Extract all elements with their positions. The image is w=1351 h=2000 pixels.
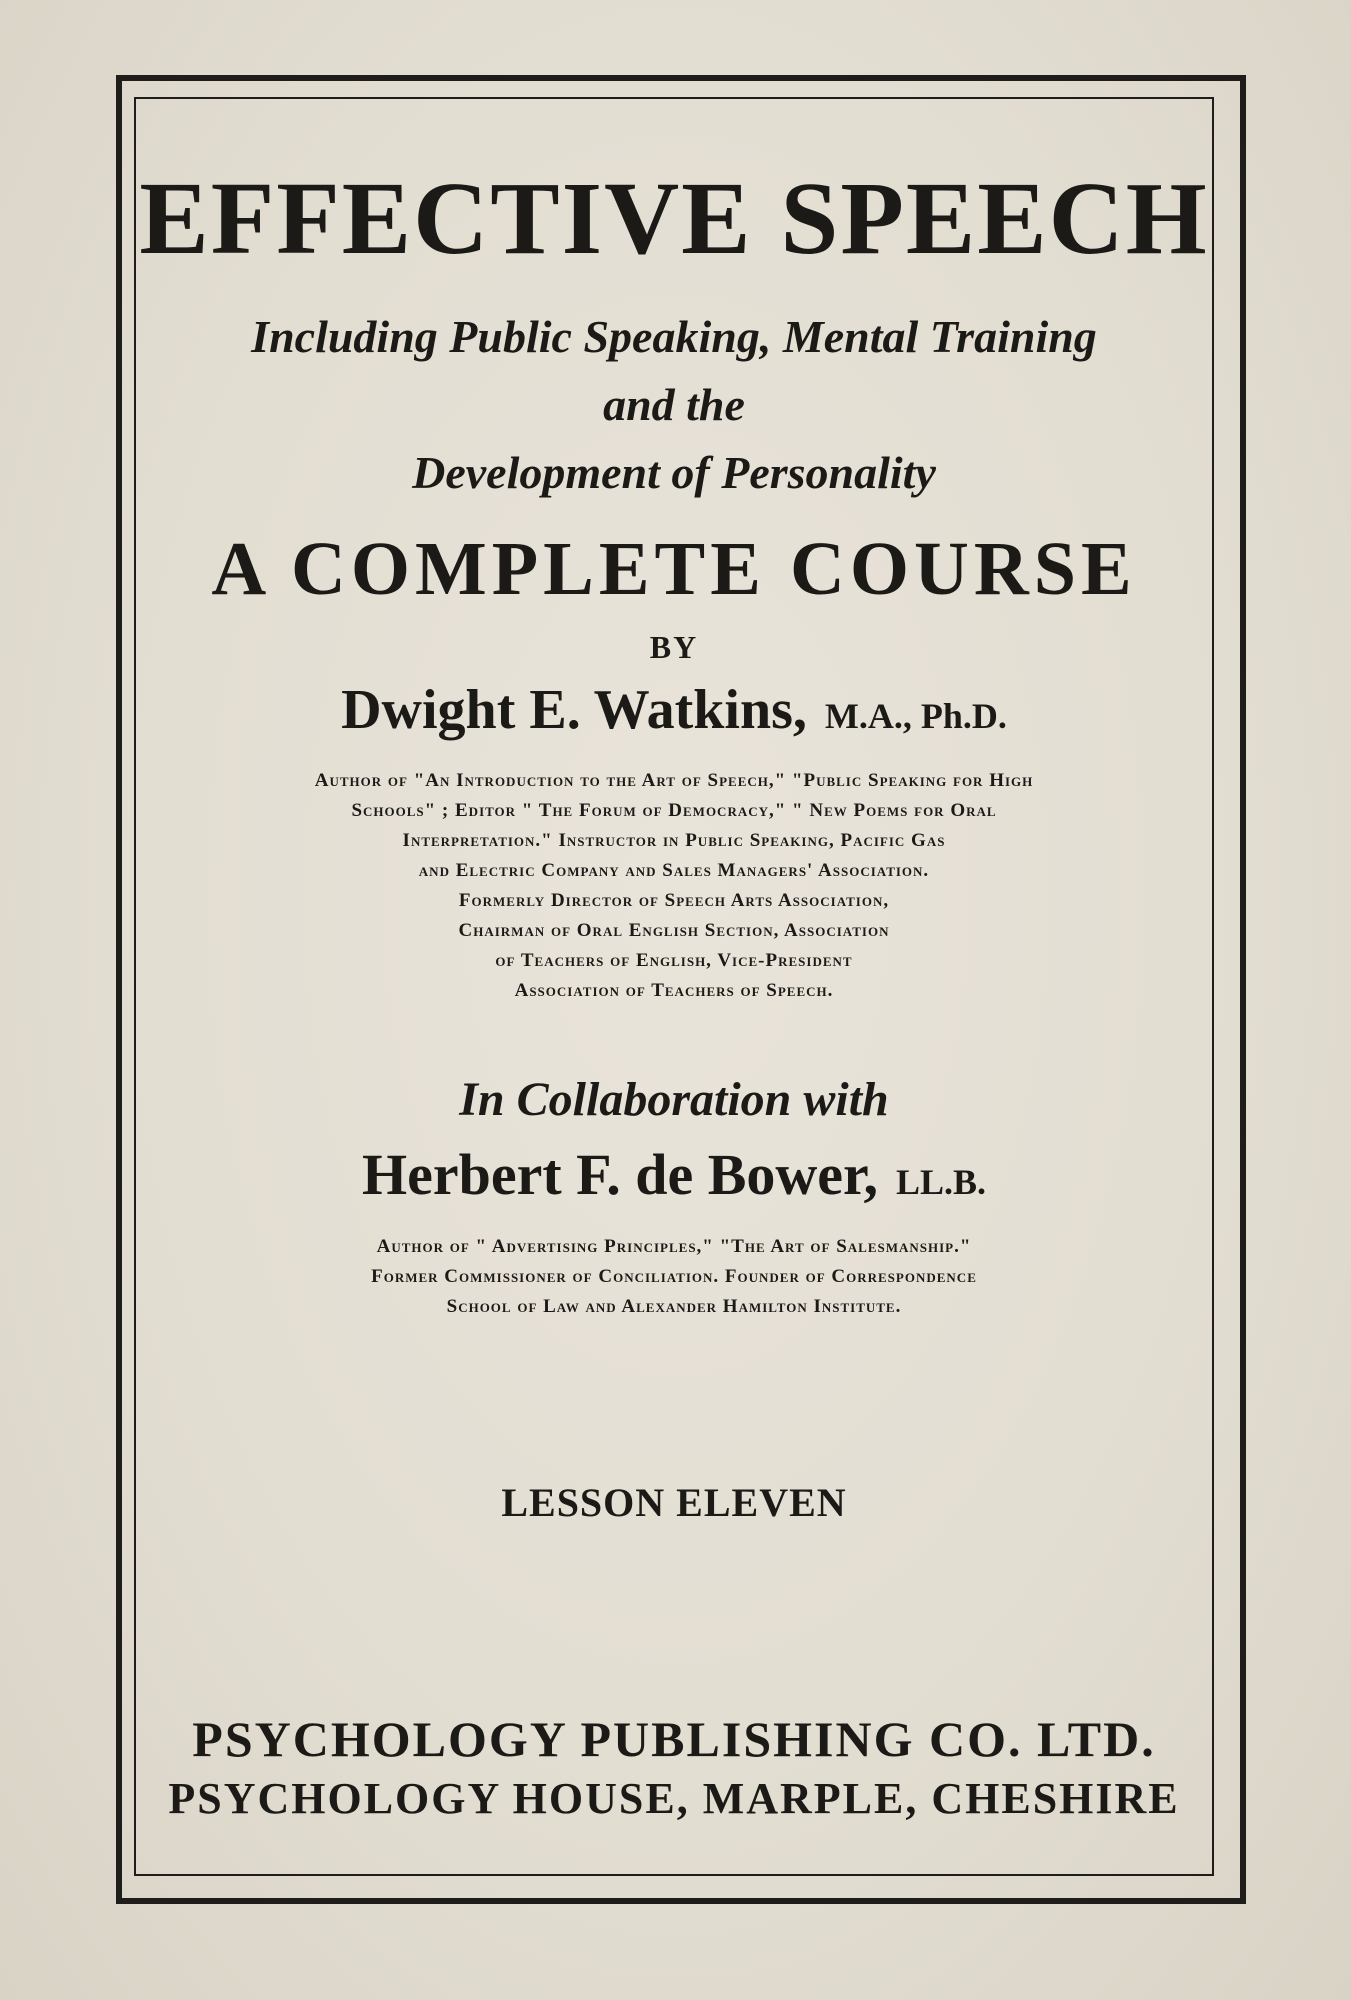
subtitle-line-3: Development of Personality xyxy=(412,447,936,498)
publisher-name: PSYCHOLOGY PUBLISHING CO. LTD. xyxy=(192,1711,1156,1767)
author-credit-line: of Teachers of English, Vice-President xyxy=(495,950,853,971)
book-title: EFFECTIVE SPEECH xyxy=(139,161,1209,276)
collaboration-label: In Collaboration with xyxy=(459,1073,889,1126)
collaborator-line xyxy=(136,1142,1212,1207)
publisher-address: PSYCHOLOGY HOUSE, MARPLE, CHESHIRE xyxy=(168,1774,1180,1823)
collaborator-credit-line: Former Commissioner of Conciliation. Founder of Correspondence xyxy=(371,1266,977,1287)
author-credits xyxy=(154,766,1194,1006)
collaborator-credits xyxy=(174,1232,1174,1322)
collaborator-credit-line: School of Law and Alexander Hamilton Institute. xyxy=(446,1296,902,1317)
course-heading: A COMPLETE COURSE xyxy=(211,527,1137,611)
subtitle-line-1: Including Public Speaking, Mental Training xyxy=(251,311,1097,362)
author-credit-line: and Electric Company and Sales Managers' Association. xyxy=(418,860,930,881)
book-subtitle xyxy=(136,303,1212,507)
lesson-number: LESSON ELEVEN xyxy=(501,1480,847,1525)
author-name: Dwight E. Watkins, xyxy=(341,679,807,741)
author-credit-line: Association of Teachers of Speech. xyxy=(514,980,834,1001)
collaborator-credit-line: Author of " Advertising Principles," "The Art of Salesmanship." xyxy=(376,1236,972,1257)
author-line xyxy=(136,679,1212,741)
author-degrees: M.A., Ph.D. xyxy=(824,696,1007,736)
author-credit-line: Author of "An Introduction to the Art of Speech," "Public Speaking for High xyxy=(314,770,1034,791)
subtitle-line-2: and the xyxy=(603,379,745,430)
author-credit-line: Schools" ; Editor " The Forum of Democracy," " New Poems for Oral xyxy=(351,800,997,821)
collaborator-degrees: LL.B. xyxy=(895,1162,987,1202)
by-label: BY xyxy=(649,629,699,665)
author-credit-line: Interpretation." Instructor in Public Speaking, Pacific Gas xyxy=(402,830,946,851)
author-credit-line: Chairman of Oral English Section, Association xyxy=(458,920,890,941)
title-page-content xyxy=(136,99,1212,1823)
author-credit-line: Formerly Director of Speech Arts Association, xyxy=(458,890,890,911)
collaborator-name: Herbert F. de Bower, xyxy=(361,1142,878,1207)
